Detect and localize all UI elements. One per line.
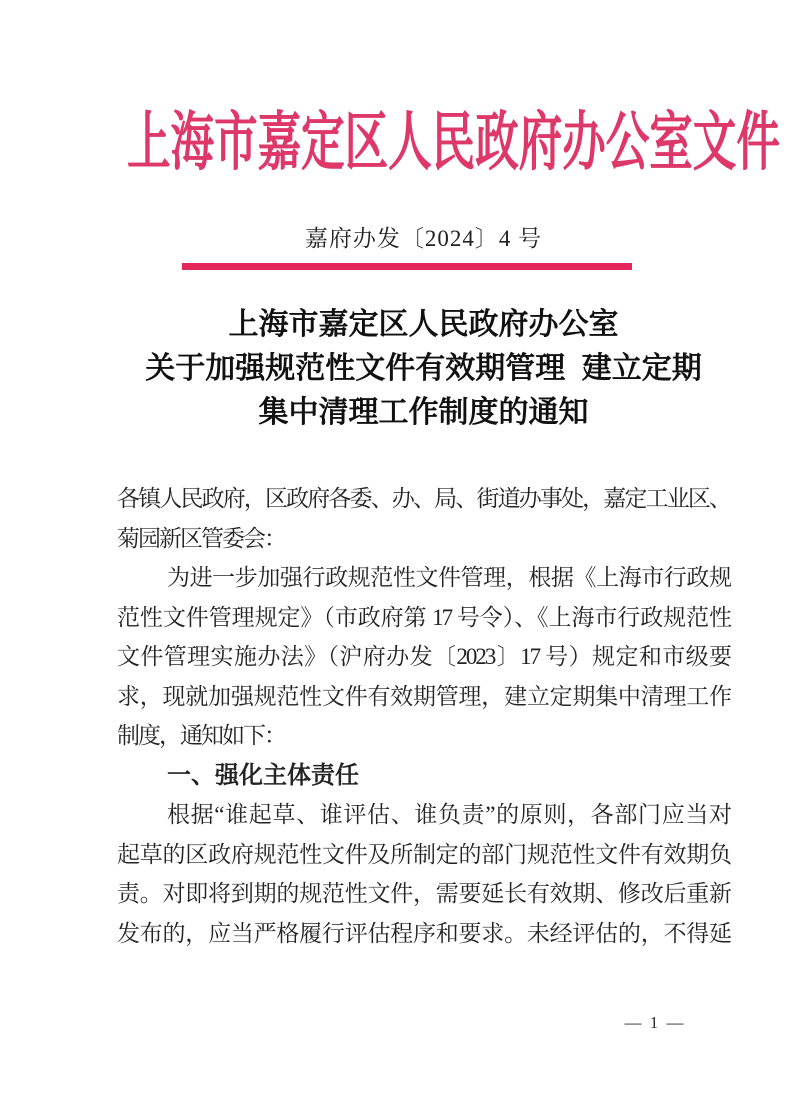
doc-title-line-1: 上海市嘉定区人民政府办公室 — [228, 308, 619, 341]
para-1-line-2: 范性文件管理规定》（市政府第 17 号令）、《上海市行政规范性 — [117, 604, 730, 630]
red-separator-rule — [182, 263, 632, 270]
para-2-line-2: 起草的区政府规范性文件及所制定的部门规范性文件有效期负 — [117, 841, 730, 867]
para-2-line-4: 发布的，应当严格履行评估程序和要求。未经评估的，不得延 — [117, 920, 730, 946]
doc-title-line-2: 关于加强规范性文件有效期管理 建立定期 — [145, 352, 702, 385]
doc-title — [117, 303, 730, 435]
body-text — [117, 479, 730, 953]
para-2-line-1: 根据“谁起草、谁评估、谁负责”的原则，各部门应当对 — [167, 802, 730, 827]
doc-number: 嘉府办发〔2024〕4 号 — [304, 226, 543, 251]
para-1-line-5: 制度，通知如下： — [117, 723, 285, 748]
doc-title-line-3: 集中清理工作制度的通知 — [258, 396, 589, 429]
addressee-line-1: 各镇人民政府，区政府各委、办、局、街道办事处，嘉定工业区、 — [117, 486, 730, 511]
para-2-line-3: 责。对即将到期的规范性文件，需要延长有效期、修改后重新 — [117, 881, 730, 906]
para-1-line-4: 求，现就加强规范性文件有效期管理，建立定期集中清理工作 — [117, 683, 730, 709]
section-heading-1: 一、强化主体责任 — [167, 761, 359, 789]
para-1-line-1: 为进一步加强行政规范性文件管理，根据《上海市行政规 — [167, 565, 730, 590]
addressee-line-2: 菊园新区管委会： — [117, 525, 285, 551]
letterhead-title: 上海市嘉定区人民政府办公室文件 — [127, 107, 780, 178]
page-number: — 1 — — [624, 1013, 686, 1032]
para-1-line-3: 文件管理实施办法》（沪府办发〔2023〕17 号）规定和市级要 — [117, 644, 730, 669]
